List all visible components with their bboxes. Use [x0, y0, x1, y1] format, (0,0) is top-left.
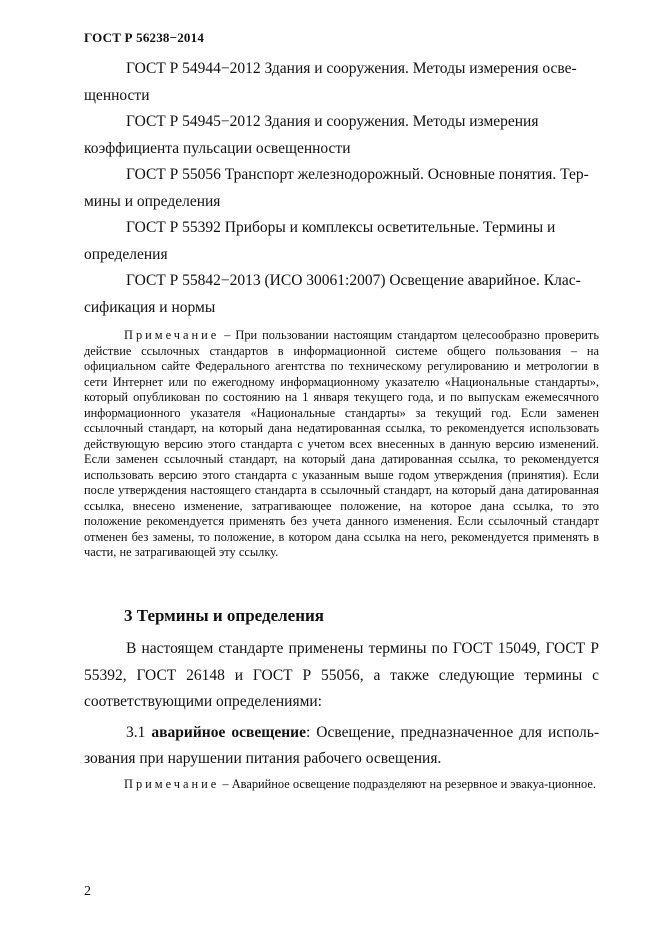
- reference-item-4-line1: ГОСТ Р 55392 Приборы и комплексы осветительные. Термины и: [126, 219, 556, 236]
- note-text: – При пользовании настоящим стандартом целесообразно проверить действие ссылочных стандартов в информационной системе общего пользования – на официальном сайте Федерального агентства по техническому регулированию и метрологии в сети Интернет или по ежегодному информационному указателю «Национальные стандарты», который опубликован по состоянию на 1 января текущего года, и по выпускам ежемесячного информационного указателя «Национальные стандарты» за текущий год. Если заменен ссылочный стандарт, на который дана недатированная ссылка, то рекомендуется использовать действующую версию этого стандарта с учетом всех внесенных в данную версию изменений. Если заменен ссылочный стандарт, на который дана датированная ссылка, то рекомендуется использовать версию этого стандарта с указанным выше годом утверждения (принятия). Если после утверждения настоящего стандарта в ссылочный стандарт, на который дана датированная ссылка, внесено изменение, затрагивающее положение, на которое дана ссылка, то это положение рекомендуется применять без учета данного изменения. Если ссылочный стандарт отменен без замены, то положение, в котором дана ссылка на него, рекомендуется применять в части, не затрагивающей эту ссылку.: [84, 328, 599, 559]
- reference-item-2-line2: коэффициента пульсации освещенности: [84, 139, 351, 157]
- reference-list: [84, 56, 599, 321]
- reference-item-5-line2: сификация и нормы: [84, 298, 216, 316]
- term-number: 3.1: [126, 723, 152, 741]
- reference-item-5-line1: ГОСТ Р 55842−2013 (ИСО 30061:2007) Освещение аварийное. Клас-: [126, 272, 581, 289]
- document-header-code: ГОСТ Р 56238−2014: [84, 30, 205, 45]
- reference-item-3-line2: мины и определения: [84, 192, 221, 210]
- reference-item-1-line1: ГОСТ Р 54944−2012 Здания и сооружения. Методы измерения осве-: [126, 60, 577, 77]
- term-name: аварийное освещение: [151, 723, 306, 741]
- note-term: [84, 774, 599, 795]
- term-definition-text: : Освещение, предназначенное для исполь-зования при нарушении питания рабочего освещения.: [84, 723, 600, 767]
- section-body: [84, 636, 599, 773]
- reference-item-1-line2: щенности: [84, 86, 150, 104]
- reference-item-3-line1: ГОСТ Р 55056 Транспорт железнодорожный. Основные понятия. Тер-: [126, 166, 589, 183]
- note2-text: – Аварийное освещение подразделяют на резервное и эвакуа-ционное.: [219, 777, 596, 791]
- note2-label: Примечание: [124, 777, 220, 791]
- reference-item-4-line2: определения: [84, 245, 168, 263]
- note-references: [84, 328, 599, 561]
- term-definition: [84, 720, 599, 773]
- intro-paragraph: В настоящем стандарте применены термины по ГОСТ 15049, ГОСТ Р 55392, ГОСТ 26148 и ГОСТ Р 55056, а также следующие термины с соответствующими определениями:: [84, 640, 599, 710]
- note-label: Примечание: [124, 328, 220, 342]
- reference-item-2-line1: ГОСТ Р 54945−2012 Здания и сооружения. Методы измерения: [126, 113, 539, 130]
- section-heading: 3 Термины и определения: [124, 606, 325, 625]
- page-number: 2: [84, 884, 91, 899]
